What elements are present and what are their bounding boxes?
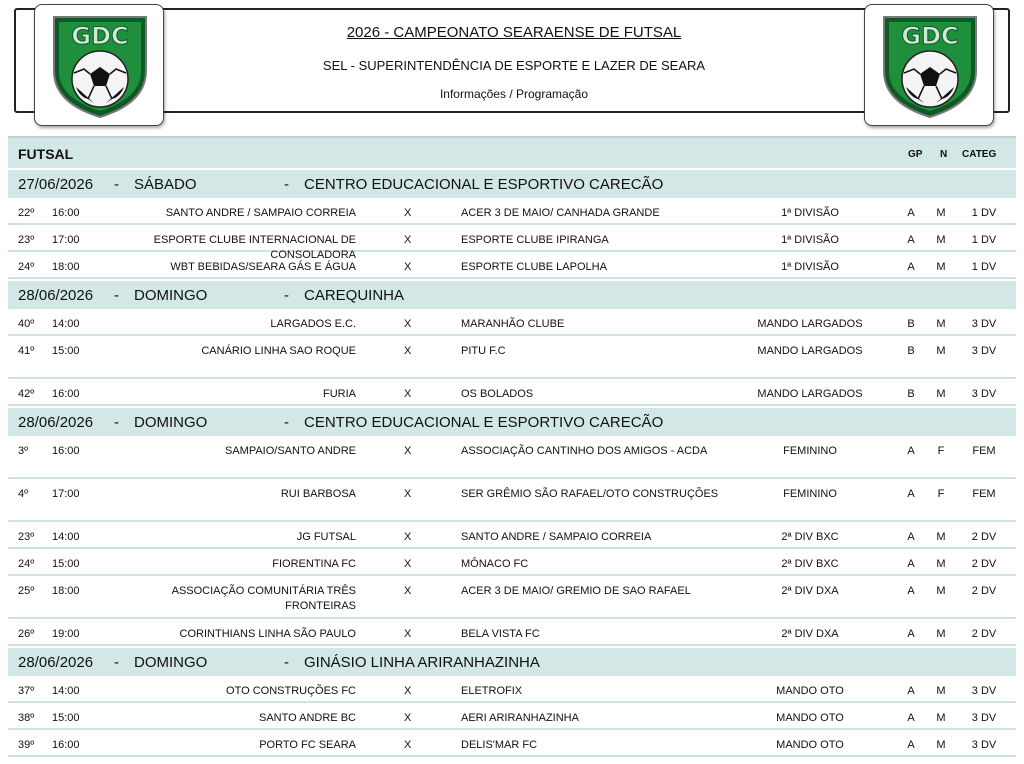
- game-time: 16:00: [52, 207, 80, 219]
- away-team: ELETROFIX: [461, 685, 523, 697]
- away-team: SER GRÊMIO SÃO RAFAEL/OTO CONSTRUÇÕES: [461, 488, 719, 500]
- away-team: BELA VISTA FC: [461, 628, 540, 640]
- table-header-label: FUTSAL: [18, 146, 74, 162]
- column-n: N: [940, 149, 948, 160]
- home-team: LARGADOS E.C.: [270, 318, 356, 330]
- game-number: 39º: [18, 739, 35, 751]
- section-venue: CAREQUINHA: [304, 287, 405, 304]
- home-team: CORINTHIANS LINHA SÃO PAULO: [179, 628, 356, 640]
- game-time: 15:00: [52, 712, 80, 724]
- game-gender: M: [936, 685, 946, 697]
- game-gender: M: [936, 207, 946, 219]
- section-day: SÁBADO: [134, 176, 197, 193]
- game-group: A: [907, 628, 915, 640]
- section-day: DOMINGO: [134, 414, 208, 431]
- game-group: A: [907, 558, 915, 570]
- game-group: A: [907, 585, 915, 597]
- section-header: [8, 168, 1016, 198]
- home-team: FIORENTINA FC: [272, 558, 356, 570]
- game-group: A: [907, 207, 915, 219]
- section-day: DOMINGO: [134, 654, 208, 671]
- page-header: [14, 8, 1010, 122]
- game-number: 23º: [18, 234, 35, 246]
- game-group: B: [907, 388, 915, 400]
- shield-soccer-ball-icon: [48, 11, 152, 121]
- versus-mark: X: [404, 628, 412, 640]
- versus-mark: X: [404, 207, 412, 219]
- versus-mark: X: [404, 585, 412, 597]
- game-time: 16:00: [52, 445, 80, 457]
- game-number: 24º: [18, 558, 35, 570]
- table-header-row: [8, 136, 1016, 168]
- away-team: AERI ARIRANHAZINHA: [461, 712, 579, 724]
- svg-text:GDC: GDC: [901, 22, 959, 50]
- home-team: CANÁRIO LINHA SAO ROQUE: [201, 345, 356, 357]
- game-group: A: [907, 445, 915, 457]
- away-team: ACER 3 DE MAIO/ GREMIO DE SAO RAFAEL: [461, 585, 691, 597]
- game-row: [8, 479, 1016, 522]
- game-row: [8, 522, 1016, 549]
- game-time: 17:00: [52, 488, 80, 500]
- game-time: 18:00: [52, 585, 80, 597]
- column-gp: GP: [908, 149, 923, 160]
- section-venue: GINÁSIO LINHA ARIRANHAZINHA: [304, 654, 540, 671]
- game-category: 3 DV: [971, 345, 997, 357]
- away-team: SANTO ANDRE / SAMPAIO CORREIA: [461, 531, 652, 543]
- game-group: A: [907, 234, 915, 246]
- section-header: [8, 646, 1016, 676]
- game-number: 42º: [18, 388, 35, 400]
- gdc-logo-left: [34, 4, 164, 126]
- game-row: [8, 619, 1016, 646]
- game-number: 26º: [18, 628, 35, 640]
- svg-text:GDC: GDC: [71, 22, 129, 50]
- game-row: [8, 549, 1016, 576]
- game-gender: M: [936, 345, 946, 357]
- game-group: A: [907, 531, 915, 543]
- section-header: [8, 279, 1016, 309]
- game-time: 17:00: [52, 234, 80, 246]
- game-gender: M: [936, 739, 946, 751]
- away-team: ESPORTE CLUBE IPIRANGA: [461, 234, 609, 246]
- game-gender: M: [936, 585, 946, 597]
- game-group: A: [907, 739, 915, 751]
- game-division: FEMININO: [783, 488, 837, 500]
- home-team: FURIA: [323, 388, 356, 400]
- game-row: [8, 252, 1016, 279]
- game-category: 2 DV: [971, 531, 997, 543]
- game-category: 2 DV: [971, 558, 997, 570]
- game-division: 1ª DIVISÃO: [781, 234, 839, 246]
- game-row: [8, 576, 1016, 619]
- game-number: 37º: [18, 685, 35, 697]
- game-gender: M: [936, 712, 946, 724]
- game-number: 40º: [18, 318, 35, 330]
- versus-mark: X: [404, 345, 412, 357]
- game-division: 1ª DIVISÃO: [781, 261, 839, 273]
- page-title: 2026 - CAMPEONATO SEARAENSE DE FUTSAL: [346, 24, 682, 41]
- game-gender: M: [936, 234, 946, 246]
- game-category: 2 DV: [971, 585, 997, 597]
- section-date: 28/06/2026: [18, 654, 94, 671]
- game-number: 25º: [18, 585, 35, 597]
- sections-container: [8, 168, 1016, 757]
- game-group: A: [907, 261, 915, 273]
- game-group: B: [907, 318, 915, 330]
- game-division: MANDO OTO: [776, 712, 844, 724]
- game-gender: M: [936, 558, 946, 570]
- game-time: 16:00: [52, 739, 80, 751]
- game-category: 1 DV: [971, 234, 997, 246]
- section-dash: -: [284, 414, 289, 431]
- home-team: PORTO FC SEARA: [259, 739, 356, 751]
- column-categ: CATEG: [962, 149, 997, 160]
- section-dash: -: [284, 654, 289, 671]
- game-gender: M: [936, 261, 946, 273]
- away-team: ACER 3 DE MAIO/ CANHADA GRANDE: [461, 207, 660, 219]
- versus-mark: X: [404, 712, 412, 724]
- game-division: 1ª DIVISÃO: [781, 207, 839, 219]
- game-time: 15:00: [52, 558, 80, 570]
- game-time: 15:00: [52, 345, 80, 357]
- away-team: OS BOLADOS: [461, 388, 534, 400]
- shield-soccer-ball-icon: [878, 11, 982, 121]
- game-division: 2ª DIV DXA: [781, 628, 839, 640]
- section-venue: CENTRO EDUCACIONAL E ESPORTIVO CARECÃO: [304, 414, 664, 431]
- home-team: WBT BEBIDAS/SEARA GÁS E ÁGUA: [170, 261, 356, 273]
- game-row: [8, 730, 1016, 757]
- game-gender: M: [936, 628, 946, 640]
- versus-mark: X: [404, 739, 412, 751]
- section-date: 27/06/2026: [18, 176, 94, 193]
- game-row: [8, 436, 1016, 479]
- game-division: MANDO OTO: [776, 685, 844, 697]
- game-group: B: [907, 345, 915, 357]
- home-team: RUI BARBOSA: [280, 488, 356, 500]
- game-number: 41º: [18, 345, 35, 357]
- home-team: SANTO ANDRE BC: [259, 712, 356, 724]
- section-date: 28/06/2026: [18, 287, 94, 304]
- page-subtitle: SEL - SUPERINTENDÊNCIA DE ESPORTE E LAZER DE SEARA: [322, 58, 706, 73]
- section-header: [8, 406, 1016, 436]
- game-gender: F: [937, 488, 945, 500]
- away-team: DELIS'MAR FC: [461, 739, 538, 751]
- game-division: MANDO LARGADOS: [757, 345, 863, 357]
- game-number: 38º: [18, 712, 35, 724]
- section-dash: -: [114, 176, 119, 193]
- away-team: MARANHÃO CLUBE: [461, 318, 565, 330]
- section-dash: -: [284, 176, 289, 193]
- game-gender: M: [936, 531, 946, 543]
- game-number: 24º: [18, 261, 35, 273]
- game-category: 3 DV: [971, 712, 997, 724]
- game-time: 16:00: [52, 388, 80, 400]
- game-row: [8, 379, 1016, 406]
- section-dash: -: [114, 287, 119, 304]
- schedule-table: [8, 136, 1016, 757]
- versus-mark: X: [404, 685, 412, 697]
- versus-mark: X: [404, 558, 412, 570]
- section-venue: CENTRO EDUCACIONAL E ESPORTIVO CARECÃO: [304, 176, 664, 193]
- section-dash: -: [114, 414, 119, 431]
- away-team: ESPORTE CLUBE LAPOLHA: [461, 261, 607, 273]
- game-time: 19:00: [52, 628, 80, 640]
- game-division: MANDO LARGADOS: [757, 318, 863, 330]
- game-row: [8, 703, 1016, 730]
- home-team: SANTO ANDRE / SAMPAIO CORREIA: [165, 207, 356, 219]
- game-division: FEMININO: [783, 445, 837, 457]
- game-category: FEM: [972, 445, 996, 457]
- game-number: 4º: [18, 488, 29, 500]
- page-info: Informações / Programação: [439, 87, 589, 101]
- versus-mark: X: [404, 261, 412, 273]
- versus-mark: X: [404, 488, 412, 500]
- game-group: A: [907, 488, 915, 500]
- home-team: OTO CONSTRUÇÕES FC: [226, 685, 356, 697]
- game-time: 14:00: [52, 531, 80, 543]
- away-team: MÔNACO FC: [461, 558, 529, 570]
- game-time: 14:00: [52, 685, 80, 697]
- section-date: 28/06/2026: [18, 414, 94, 431]
- game-time: 14:00: [52, 318, 80, 330]
- game-row: [8, 676, 1016, 703]
- game-division: 2ª DIV BXC: [781, 558, 839, 570]
- game-division: 2ª DIV BXC: [781, 531, 839, 543]
- game-gender: M: [936, 318, 946, 330]
- home-team: ASSOCIAÇÃO COMUNITÁRIA TRÊS FRONTEIRAS: [171, 585, 356, 612]
- versus-mark: X: [404, 445, 412, 457]
- game-category: FEM: [972, 488, 996, 500]
- versus-mark: X: [404, 388, 412, 400]
- versus-mark: X: [404, 318, 412, 330]
- game-division: MANDO LARGADOS: [757, 388, 863, 400]
- game-row: [8, 309, 1016, 336]
- game-row: [8, 336, 1016, 379]
- home-team: SAMPAIO/SANTO ANDRE: [224, 445, 356, 457]
- versus-mark: X: [404, 531, 412, 543]
- section-day: DOMINGO: [134, 287, 208, 304]
- game-number: 3º: [18, 445, 29, 457]
- gdc-logo-right: [864, 4, 994, 126]
- versus-mark: X: [404, 234, 412, 246]
- section-dash: -: [114, 654, 119, 671]
- game-group: A: [907, 712, 915, 724]
- away-team: PITU F.C: [461, 345, 506, 357]
- game-group: A: [907, 685, 915, 697]
- game-category: 3 DV: [971, 685, 997, 697]
- game-category: 3 DV: [971, 739, 997, 751]
- game-gender: M: [936, 388, 946, 400]
- home-team: ESPORTE CLUBE INTERNACIONAL DE CONSOLADORA: [153, 234, 356, 261]
- game-category: 1 DV: [971, 261, 997, 273]
- game-number: 23º: [18, 531, 35, 543]
- game-number: 22º: [18, 207, 35, 219]
- game-time: 18:00: [52, 261, 80, 273]
- game-category: 1 DV: [971, 207, 997, 219]
- game-category: 3 DV: [971, 388, 997, 400]
- game-row: [8, 198, 1016, 225]
- game-division: MANDO OTO: [776, 739, 844, 751]
- away-team: ASSOCIAÇÃO CANTINHO DOS AMIGOS - ACDA: [461, 445, 708, 457]
- home-team: JG FUTSAL: [296, 531, 356, 543]
- game-category: 2 DV: [971, 628, 997, 640]
- game-row: [8, 225, 1016, 261]
- game-division: 2ª DIV DXA: [781, 585, 839, 597]
- section-dash: -: [284, 287, 289, 304]
- game-gender: F: [937, 445, 945, 457]
- game-category: 3 DV: [971, 318, 997, 330]
